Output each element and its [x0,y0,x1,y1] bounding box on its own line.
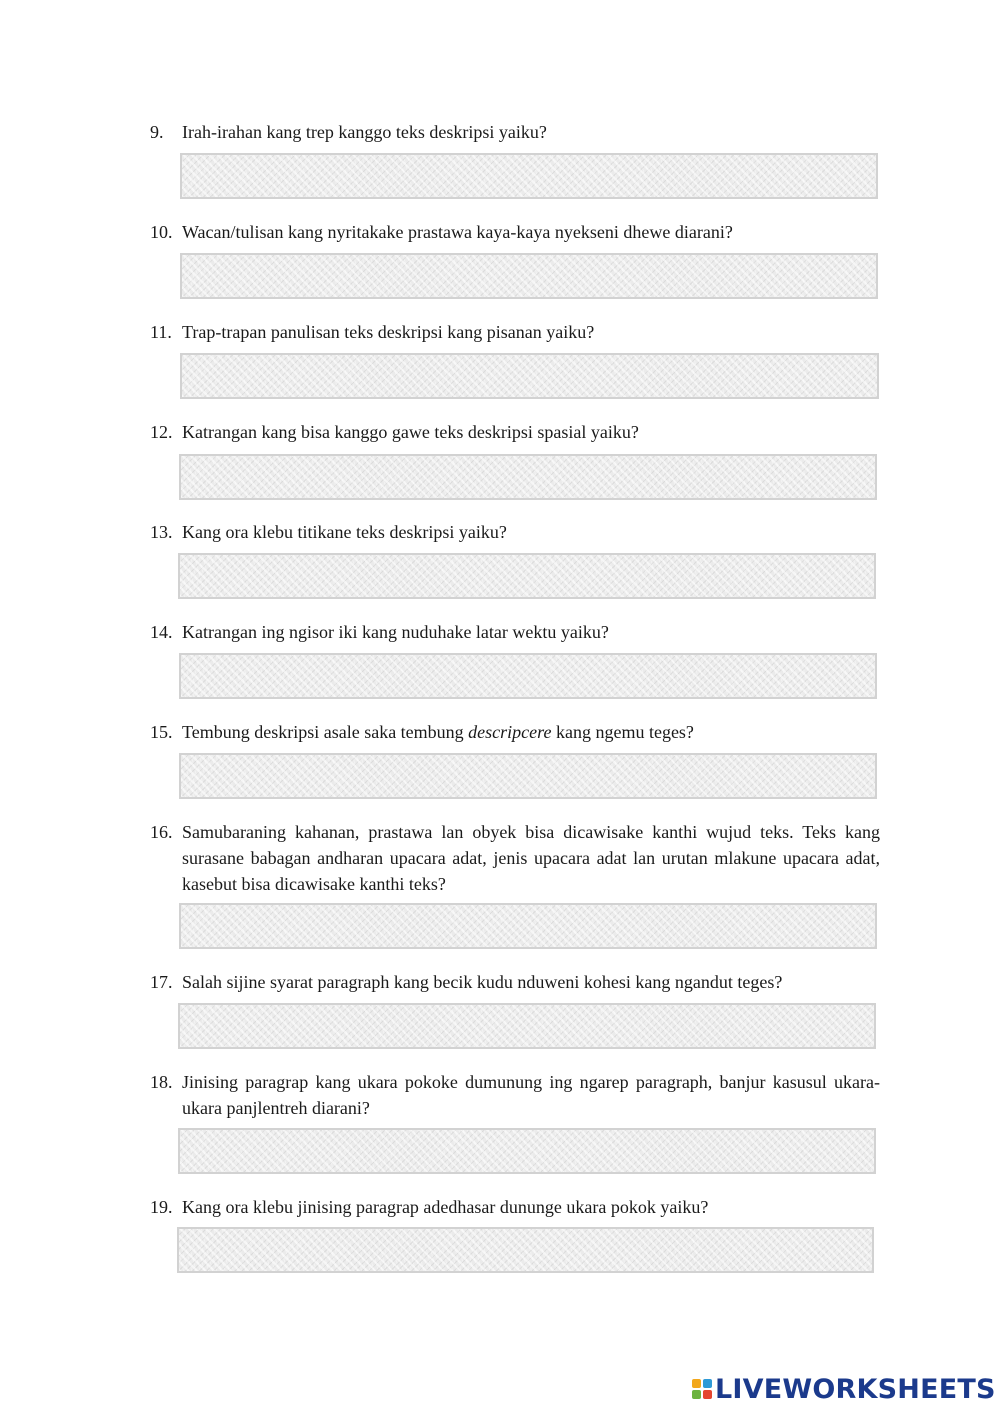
question-13 [150,519,880,545]
answer-field-11[interactable] [180,353,879,399]
answer-field-15[interactable] [179,753,877,799]
question-text: Kang ora klebu titikane teks deskripsi yaiku? [182,522,507,542]
liveworksheets-logo-icon [692,1379,712,1399]
question-16 [150,819,880,897]
answer-field-16[interactable] [179,903,877,949]
question-number: 16. [150,822,173,842]
liveworksheets-logo [692,1374,996,1404]
question-text: Irah-irahan kang trep kanggo teks deskripsi yaiku? [182,122,547,142]
answer-field-18[interactable] [178,1128,876,1174]
question-text-end: kang ngemu teges? [551,722,694,742]
question-text: Katrangan ing ngisor iki kang nuduhake latar wektu yaiku? [182,622,609,642]
question-text: Jinising paragrap kang ukara pokoke dumunung ing ngarep paragraph, banjur kasusul ukara-ukara panjlentreh diarani? [182,1072,880,1118]
question-12 [150,419,880,445]
logo-mark-tile [703,1379,712,1388]
question-14 [150,619,880,645]
question-number: 14. [150,622,173,642]
question-text: Trap-trapan panulisan teks deskripsi kang pisanan yaiku? [182,322,595,342]
question-15 [150,719,880,745]
answer-field-19[interactable] [177,1227,874,1273]
question-text [182,719,880,745]
question-text: Samubaraning kahanan, prastawa lan obyek bisa dicawisake kanthi wujud teks. Teks kang surasane babagan andharan upacara adat, jenis upacara adat lan urutan mlakune upacara adat, kasebut bisa dicawisake kanthi teks? [182,822,880,894]
logo-mark-tile [692,1379,701,1388]
question-17 [150,969,880,995]
answer-field-10[interactable] [180,253,878,299]
question-text: Salah sijine syarat paragraph kang becik kudu nduweni kohesi kang ngandut teges? [182,972,783,992]
question-19 [150,1194,880,1220]
question-text: Katrangan kang bisa kanggo gawe teks deskripsi spasial yaiku? [182,422,639,442]
logo-text: LIVEWORKSHEETS [715,1373,996,1405]
question-text-start: Tembung deskripsi asale saka tembung [182,722,469,742]
question-number: 15. [150,722,173,742]
question-number: 11. [150,322,172,342]
question-number: 10. [150,222,173,242]
question-number: 12. [150,422,173,442]
question-9 [150,119,880,145]
question-number: 17. [150,972,173,992]
answer-field-17[interactable] [178,1003,876,1049]
question-18 [150,1069,880,1121]
question-number: 9. [150,122,164,142]
logo-mark-tile [692,1390,701,1399]
answer-field-9[interactable] [180,153,878,199]
answer-field-13[interactable] [178,553,876,599]
question-number: 19. [150,1197,173,1217]
question-11 [150,319,880,345]
question-text: Wacan/tulisan kang nyritakake prastawa kaya-kaya nyekseni dhewe diarani? [182,222,733,242]
question-text: Kang ora klebu jinising paragrap adedhasar dununge ukara pokok yaiku? [182,1197,709,1217]
answer-field-14[interactable] [179,653,877,699]
question-text-italic-term: descripcere [468,722,552,742]
answer-field-12[interactable] [179,454,877,500]
logo-mark-tile [703,1390,712,1399]
question-number: 13. [150,522,173,542]
question-number: 18. [150,1072,173,1092]
question-10 [150,219,880,245]
